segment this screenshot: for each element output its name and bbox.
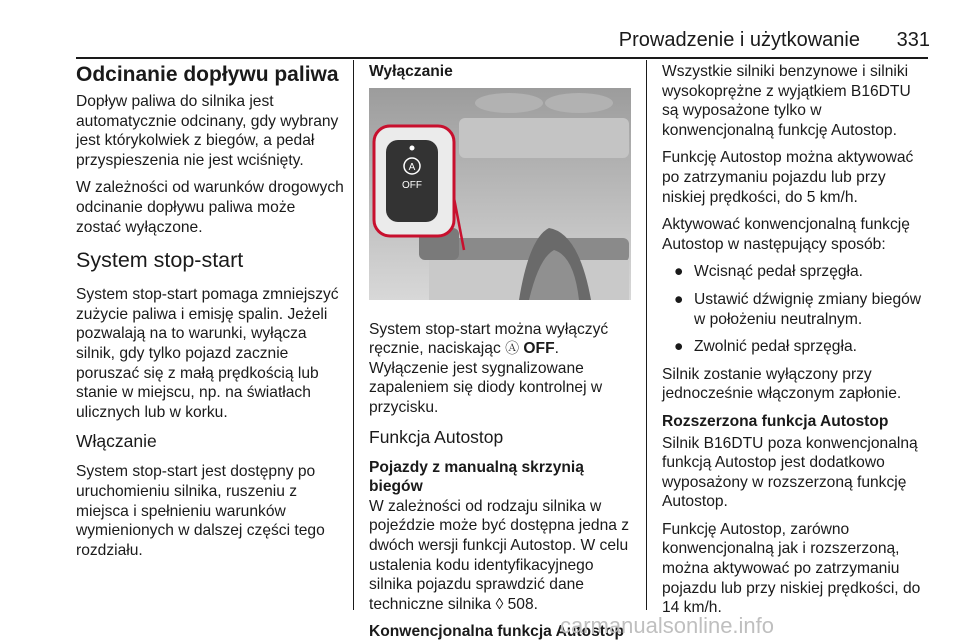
header-rule — [76, 57, 928, 59]
paragraph-c3-5: Silnik B16DTU poza konwencjonalną funkcją Autostop jest dodatkowo wyposażony w rozszerzoną funkcję Autostop. — [662, 434, 918, 511]
column-divider-1 — [353, 60, 354, 610]
heading-manual-gearbox: Pojazdy z manualną skrzynią biegów — [369, 458, 584, 496]
heading-fuel-cutoff: Odcinanie dopływu paliwa — [76, 63, 339, 86]
paragraph-c3-3: Aktywować konwencjonalną funkcję Autostop w następujący sposób: — [662, 216, 910, 253]
paragraph-fuel-1: Dopływ paliwa do silnika jest automatycznie odcinany, gdy wybrany jest którykolwiek z biegów, a pedał przyspieszenia nie jest wciśnięty. — [76, 93, 339, 169]
column-2 — [369, 62, 633, 644]
bullet-icon: ● — [674, 338, 684, 356]
list-item: ● Zwolnić pedał sprzęgła. — [674, 338, 857, 356]
heading-conventional-autostop: Konwencjonalna funkcja Autostop — [369, 623, 624, 641]
paragraph-switch-on: System stop-start jest dostępny po uruchomieniu silnika, ruszeniu z miejsca i spełnieniu warunków wymienionych w dalszej części tego rozdziału. — [76, 463, 325, 559]
button-off-label: OFF — [402, 179, 422, 191]
page-number: 331 — [896, 29, 930, 51]
paragraph-fuel-2: W zależności od warunków drogowych odcinanie dopływu paliwa może zostać wyłączone. — [76, 179, 344, 236]
callout-frame — [374, 126, 464, 250]
heading-stop-start: System stop-start — [76, 248, 244, 273]
paragraph-manual: W zależności od rodzaju silnika w pojeździe może być dostępna jedna z dwóch wersji funkcji Autostop. W celu ustalenia kodu identyfikacyjnego silnika pojazdu sprawdzić dane techniczne silnika ◊ 508. — [369, 497, 630, 613]
off-key: OFF — [523, 340, 555, 358]
column-3 — [662, 62, 930, 626]
header-title: Prowadzenie i użytkowanie — [618, 29, 860, 51]
column-1 — [76, 62, 344, 568]
paragraph-c3-1: Wszystkie silniki benzynowe i silniki wysokoprężne z wyjątkiem B16DTU są wyposażone tylko w konwencjonalną funkcję Autostop. — [662, 63, 911, 139]
paragraph-stop-start: System stop-start pomaga zmniejszyć zużycie paliwa i emisję spalin. Jeżeli pozwalają na to warunki, wyłącza silnik, gdy tylko pojazd zacznie poruszać się z małą prędkością lub stanie w miejscu, np. na światłach ulicznych lub w korku. — [76, 286, 339, 421]
paragraph-c3-6: Funkcję Autostop, zarówno konwencjonalną jak i rozszerzoną, można aktywować po zatrzymaniu pojazdu lub przy niskiej prędkości, do 14 km/h. — [662, 520, 921, 617]
heading-switch-on: Włączanie — [76, 431, 157, 452]
autostop-icon: Ⓐ — [505, 340, 520, 357]
paragraph-c3-2: Funkcję Autostop można aktywować po zatrzymaniu pojazdu lub przy niskiej prędkości, do 5 km/h. — [662, 149, 914, 206]
heading-switch-off: Wyłączanie — [369, 63, 453, 80]
svg-text:A: A — [408, 161, 416, 173]
list-item: ● Wcisnąć pedał sprzęgła. — [674, 263, 864, 281]
heading-autostop: Funkcja Autostop — [369, 426, 504, 447]
step-list — [662, 262, 930, 356]
column-divider-2 — [646, 60, 647, 610]
watermark: carmanualsonline.info — [560, 613, 775, 638]
page-ref: 508 — [507, 595, 534, 613]
list-item: ● Ustawić dźwignię zmiany biegów w położeniu neutralnym. — [674, 290, 922, 328]
autostop-button-photo — [369, 88, 631, 300]
paragraph-switch-off: System stop-start można wyłączyć ręcznie, naciskając Ⓐ OFF. Wyłączenie jest sygnalizowane zapaleniem się diody kontrolnej w przycisku. — [369, 320, 609, 416]
bullet-icon: ● — [674, 263, 684, 281]
heading-extended-autostop: Rozszerzona funkcja Autostop — [662, 412, 889, 430]
page-ref-icon: ◊ — [495, 595, 504, 613]
bullet-icon: ● — [674, 290, 684, 308]
paragraph-c3-4: Silnik zostanie wyłączony przy jednocześnie włączonym zapłonie. — [662, 365, 902, 403]
